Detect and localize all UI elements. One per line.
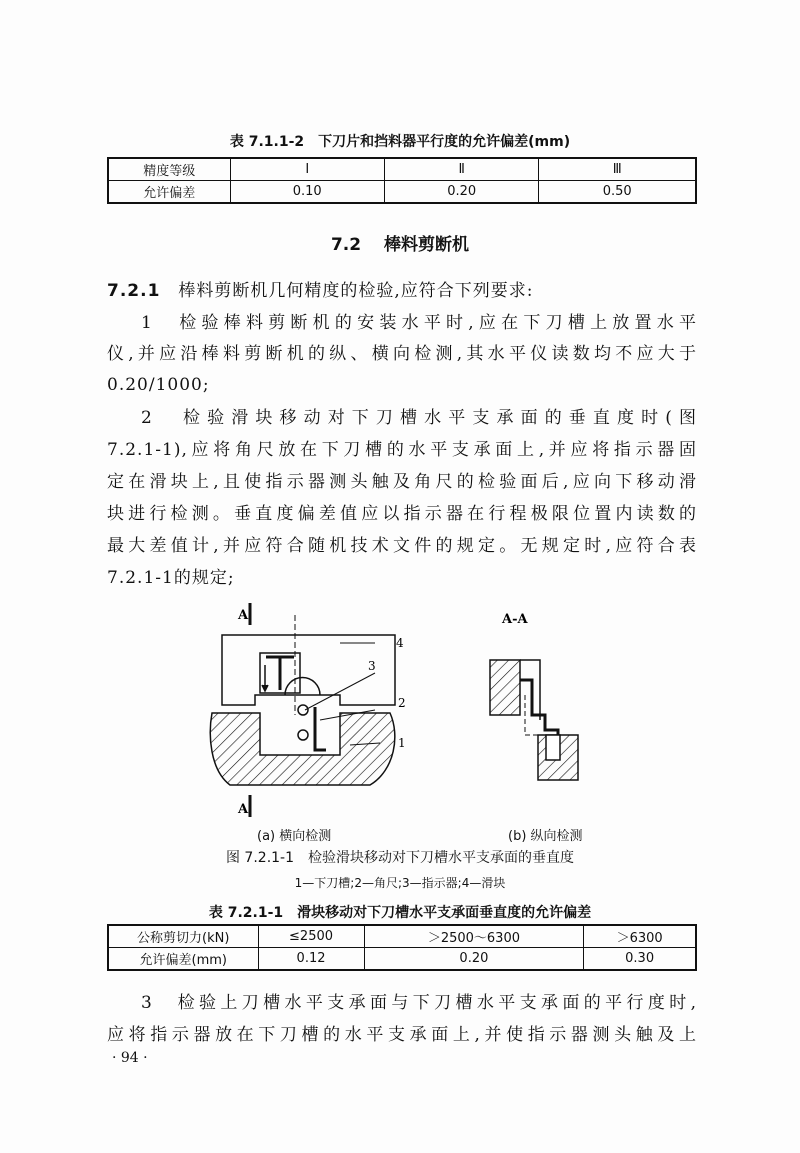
item1-line: 0.20/1000;	[107, 375, 210, 395]
table-cell: ≤2500	[258, 925, 364, 948]
table-row	[108, 181, 696, 204]
section-mark-bottom: A	[238, 802, 249, 817]
item3-line: 3 检验上刀槽水平支承面与下刀槽水平支承面的平行度时,	[141, 993, 697, 1013]
table-cell: 0.10	[230, 181, 384, 204]
item1-line: 仪,并应沿棒料剪断机的纵、横向检测,其水平仪读数均不应大于	[107, 344, 697, 364]
table-cell: 0.50	[539, 181, 696, 204]
table-cell: 允许偏差	[108, 181, 230, 204]
figure-drawing	[200, 595, 620, 820]
table1-title: 表 7.1.1-2 下刀片和挡料器平行度的允许偏差(mm)	[229, 134, 571, 150]
item2-line: 块进行检测。垂直度偏差值应以指示器在行程极限位置内读数的	[107, 504, 697, 524]
callout-3: 3	[368, 659, 376, 673]
table-cell: Ⅲ	[539, 158, 696, 181]
table-cell: ＞6300	[584, 925, 696, 948]
table-cell: 0.30	[584, 948, 696, 971]
callout-4: 4	[396, 636, 404, 650]
figure-legend: 1—下刀槽;2—角尺;3—指示器;4—滑块	[294, 876, 506, 890]
clause-7-2-1	[107, 279, 697, 303]
item2-line: 最大差值计,并应符合随机技术文件的规定。无规定时,应符合表	[107, 536, 697, 556]
table2	[107, 924, 697, 971]
callout-2: 2	[398, 696, 406, 710]
item2-line: 2 检验滑块移动对下刀槽水平支承面的垂直度时(图	[141, 408, 697, 428]
page-number: · 94 ·	[112, 1050, 148, 1066]
table1	[107, 157, 697, 204]
item3-line: 应将指示器放在下刀槽的水平支承面上,并使指示器测头触及上	[107, 1025, 697, 1045]
table2-title: 表 7.2.1-1 滑块移动对下刀槽水平支承面垂直度的允许偏差	[208, 905, 592, 921]
table-row	[108, 925, 696, 948]
clause-number: 7.2.1	[107, 281, 161, 301]
section-title: 棒料剪断机	[384, 235, 470, 255]
table-cell: Ⅱ	[384, 158, 538, 181]
table-cell: 0.12	[258, 948, 364, 971]
table-cell: 0.20	[384, 181, 538, 204]
section-number: 7.2	[330, 235, 362, 255]
section-heading	[0, 230, 800, 255]
table-cell: 允许偏差(mm)	[108, 948, 258, 971]
table-cell: 精度等级	[108, 158, 230, 181]
subcaption-a: (a) 横向检测	[257, 829, 332, 844]
table-cell: 公称剪切力(kN)	[108, 925, 258, 948]
item2-line: 7.2.1-1),应将角尺放在下刀槽的水平支承面上,并应将指示器固	[107, 440, 697, 460]
view-b-longitudinal	[490, 660, 578, 780]
table-cell: Ⅰ	[230, 158, 384, 181]
table-row	[108, 948, 696, 971]
item2-line: 定在滑块上,且使指示器测头触及角尺的检验面后,应向下移动滑	[107, 472, 697, 492]
item1-line: 1 检验棒料剪断机的安装水平时,应在下刀槽上放置水平	[141, 313, 697, 333]
table-cell: ＞2500～6300	[364, 925, 584, 948]
figure-caption: 图 7.2.1-1 检验滑块移动对下刀槽水平支承面的垂直度	[225, 850, 575, 866]
table-cell: 0.20	[364, 948, 584, 971]
table-row	[108, 158, 696, 181]
section-mark-top: A	[238, 608, 249, 623]
subcaption-b: (b) 纵向检测	[508, 829, 583, 844]
section-view-label: A-A	[502, 612, 528, 627]
view-a-transverse	[210, 603, 395, 817]
clause-text: 棒料剪断机几何精度的检验,应符合下列要求:	[178, 281, 534, 301]
item2-line: 7.2.1-1的规定;	[107, 568, 235, 588]
callout-1: 1	[398, 736, 406, 750]
